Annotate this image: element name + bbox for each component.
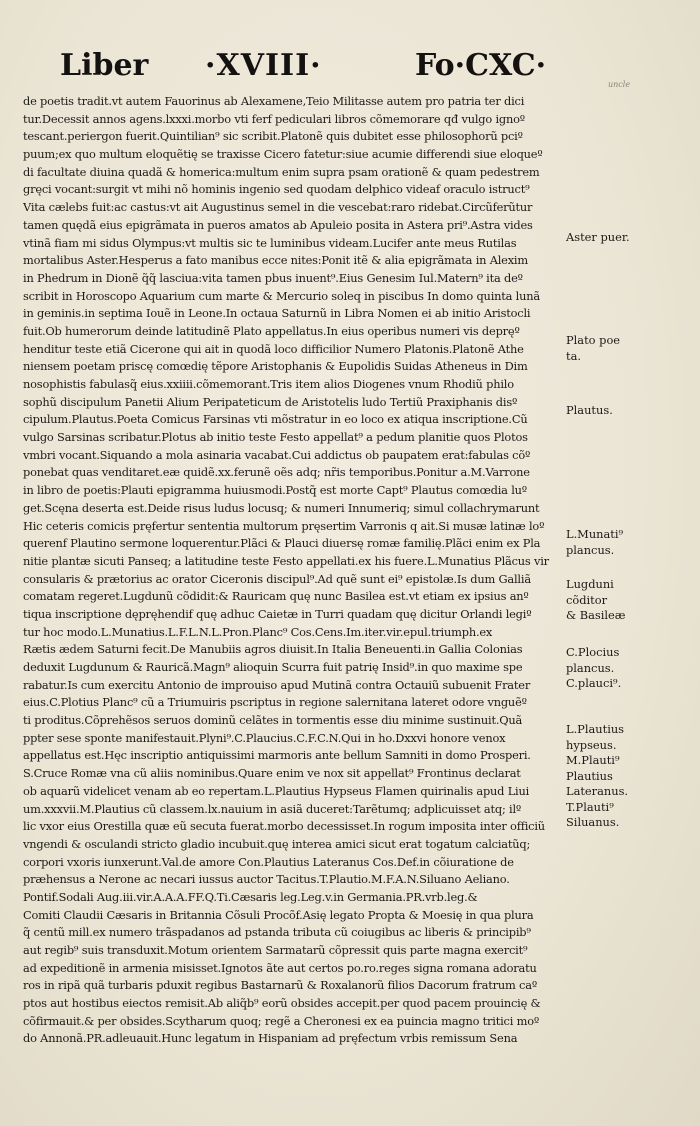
text-line: cõfirmauit.& per obsides.Scytharum quoq; regẽ a Cheronesi ex ea puincia magno tritici moº: [23, 1013, 540, 1028]
text-line: nitie plantæ sicuti Panseq; a latitudine teste Festo appellati.ex his fuere.L.Munatius Plãcus vir: [23, 553, 549, 568]
text-line: appellatus est.Hęc inscriptio antiquissimi marmoris ante bellum Samniti in domo Prosperi.: [23, 748, 531, 763]
gloss-line: hypseus.: [566, 737, 617, 752]
text-line: di facultate diuina quadã & homerica:multum enim supra psam orationẽ & quam pedestrem: [23, 164, 540, 179]
text-line: mortalibus Aster.Hesperus a fato manibus ecce nites:Ponit itẽ & alia epigrãmata in Alexim: [23, 253, 528, 268]
text-line: Hic ceteris comicis pręfertur sententia multorum pręsertim Varronis q ait.Si musæ latinæ loº: [23, 518, 545, 533]
text-line: niensem poetam priscę comœdię tẽpore Aristophanis & Eupolidis Suidas Atheneus in Dim: [23, 359, 528, 374]
text-line: tur.Decessit annos agens.lxxxi.morbo vti ferf pediculari libros cõmemorare qđ vulgo ignoº: [23, 111, 525, 126]
text-line: querenf Plautino sermone loquerentur.Plãci & Plauci diuersę romæ familię.Plãci enim ex Pla: [23, 536, 541, 551]
text-line: scribit in Horoscopo Aquarium cum marte & Mercurio soleq in piscibus In domo quinta lunã: [23, 288, 540, 303]
marginal-gloss-plautus: [566, 403, 696, 419]
gloss-line: Plautus.: [566, 403, 613, 417]
text-line: tamen quędã eius epigrãmata in pueros amatos ab Apuleio posita in Astera pri⁹.Astra vides: [23, 217, 533, 232]
text-line: um.xxxvii.M.Plautius cũ classem.lx.nauium in asiã duceret:Tarẽtumq; adplicuisset atq; ilº: [23, 801, 522, 816]
gloss-line: L.Munati⁹: [566, 527, 624, 541]
header-book-number: ·XVIII·: [205, 48, 322, 83]
text-line: sophũ discipulum Panetii Alium Peripateticum de Aristotelis ludo Tertiũ Praxiphanis disº: [23, 394, 518, 409]
gloss-line: & Basileæ: [566, 608, 626, 622]
text-line: præhensus a Nerone ac necari iussus auctor Tacitus.T.Plautio.M.F.A.N.Siluano Aeliano.: [23, 872, 510, 887]
text-line: cipulum.Plautus.Poeta Comicus Farsinas vti mõstratur in eo loco ex atiqua inscriptione.Cũ: [23, 412, 528, 427]
text-line: ti proditus.Cõprehẽsos seruos dominũ celãtes in tormentis esse diu minime sustinuit.Quã: [23, 713, 523, 728]
text-line: nosophistis fabulasq̃ eius.xxiiii.cõmemorant.Tris item alios Diogenes vnum Rhodiũ philo: [23, 377, 514, 391]
marginal-gloss-plautius: [566, 722, 696, 831]
marginal-gloss-plato-poeta: [566, 333, 696, 364]
text-line: vmbri vocant.Siquando a mola asinaria vacabat.Cui addictus ob paupatem erat:fabulas cõº: [23, 447, 531, 462]
text-line: ptos aut hostibus eiectos remisit.Ab aliq̃b⁹ eorũ obsides accepit.per quod pacem prouincię &: [23, 996, 541, 1011]
gloss-line: L.Plautius: [566, 722, 625, 736]
text-line: ad expeditionẽ in armenia misisset.Ignotos ãte aut certos po.ro.reges signa romana adoratu: [23, 960, 537, 975]
text-line: ponebat quas venditaret.eæ quidẽ.xx.ferunẽ oẽs adq; nr̃is temporibus.Ponitur a.M.Varrone: [23, 465, 530, 480]
marginal-gloss-lugduni: [566, 577, 696, 624]
marginal-gloss-plocius: [566, 645, 696, 692]
text-line: aut regib⁹ suis transduxit.Motum orientem Sarmatarũ cõpressit quis parte magna exercit⁹: [23, 943, 528, 957]
gloss-line: C.plauci⁹.: [566, 676, 622, 690]
text-line: rabatur.Is cum exercitu Antonio de improuiso apud Mutinã contra Octauiũ subuenit Frater: [23, 677, 531, 692]
text-line: lic vxor eius Orestilla quæ eũ secuta fuerat.morbo decessisset.In rogum imposita inter officiũ: [23, 819, 545, 834]
text-line: Vita cælebs fuit:ac castus:vt ait Augustinus semel in die vescebat:raro ridebat.Circũferũtur: [23, 200, 533, 215]
text-line: do Annonã.PR.adleuauit.Hunc legatum in Hispaniam ad pręfectum vrbis remissum Sena: [23, 1031, 518, 1046]
gloss-line: ta.: [566, 348, 581, 363]
text-line: fuit.Ob humerorum deinde latitudinẽ Plato appellatus.In eius operibus numeri vis depręº: [23, 323, 520, 338]
text-line: vngendi & osculandi stricto gladio incubuit.quę interea amici sicut erat togatum calciatũq;: [23, 836, 531, 851]
text-line: q̃ centũ mill.ex numero trãspadanos ad pstanda tributa cũ coiugibus ac liberis & principib⁹: [23, 925, 531, 940]
text-line: tiqua inscriptione dępręhendif quę adhuc Caietæ in Turri quadam quę dicitur Orlandi legiº: [23, 606, 532, 621]
text-line: puum;ex quo multum eloquẽtię se traxisse Cicero fatetur:siue acumie differendi siue eloqueº: [23, 147, 543, 162]
text-line: comatam regeret.Lugdunũ cõdidit:& Rauricam quę nunc Basilea est.vt etiam ex ipsius anº: [23, 589, 529, 604]
text-line: henditur teste etiã Cicerone qui ait in quodã loco difficilior Numero Platonis.Platonẽ Athe: [23, 341, 524, 356]
text-line: de poetis tradit.vt autem Fauorinus ab Alexamene,Teio Militasse autem pro patria ter dici: [23, 94, 525, 108]
gloss-line: Lateranus.: [566, 784, 629, 798]
text-line: ppter sese sponte manifestauit.Plyni⁹.C.Plaucius.C.F.C.N.Qui in ho.Dxxvi honore venox: [23, 730, 506, 745]
gloss-line: Plato poe: [566, 333, 621, 347]
text-line: vtinã fiam mi sidus Olympus:vt multis sic te luminibus videam.Lucifer ante meus Rutilas: [23, 235, 517, 250]
gloss-line: Plautius: [566, 768, 613, 783]
header-book-label: Liber: [60, 48, 149, 83]
gloss-line: plancus.: [566, 542, 615, 557]
gloss-line: Siluanus.: [566, 815, 620, 829]
text-line: in Phedrum in Dionẽ q̃q̃ lasciua:vita tamen pbus inuent⁹.Eius Genesim Iul.Matern⁹ ita deº: [23, 270, 523, 285]
gloss-line: cõditor: [566, 592, 608, 607]
text-line: eius.C.Plotius Planc⁹ cũ a Triumuiris pscriptus in regione salernitana lateret odore vnguẽº: [23, 695, 527, 710]
text-line: deduxit Lugdunum & Rauricã.Magn⁹ alioquin Scurra fuit patrię Insid⁹.in quo maxime spe: [23, 660, 523, 674]
text-line: tescant.periergon fuerit.Quintilian⁹ sic scribit.Platonẽ quis dubitet esse philosophorũ pciº: [23, 129, 523, 144]
text-line: Pontif.Sodali Aug.iii.vir.A.A.A.FF.Q.Ti.Cæsaris leg.Leg.v.in Germania.PR.vrb.leg.&: [23, 889, 478, 904]
text-line: corpori vxoris iunxerunt.Val.de amore Con.Plautius Lateranus Cos.Def.in cõiuratione de: [23, 854, 514, 869]
gloss-line: Aster puer.: [566, 230, 630, 244]
gloss-line: Lugduni: [566, 577, 614, 591]
handwritten-margin-note: uncle: [608, 80, 631, 89]
text-line: tur hoc modo.L.Munatius.L.F.L.N.L.Pron.Planc⁹ Cos.Cens.Im.iter.vir.epul.triumph.ex: [23, 624, 493, 639]
text-line: Comiti Claudii Cæsaris in Britannia Cõsuli Procõf.Asię legato Propta & Moesię in qua plura: [23, 907, 534, 922]
text-line: ob aquarũ videlicet venam ab eo repertam.L.Plautius Hypseus Flamen quirinalis apud Liui: [23, 783, 530, 798]
text-line: Rætis ædem Saturni fecit.De Manubiis agros diuisit.In Italia Beneuenti.in Gallia Colonias: [23, 642, 523, 657]
running-header: [60, 46, 560, 86]
marginal-gloss-munatius: [566, 527, 696, 558]
text-line: gręci vocant:surgit vt mihi nõ hominis ingenio sed quodam delphico videaf oraculo istruct⁹: [23, 182, 530, 197]
gloss-line: T.Plauti⁹: [566, 799, 614, 814]
main-text-block: [23, 93, 558, 1048]
marginal-gloss-aster: [566, 230, 696, 246]
header-folio-number: Fo·CXC·: [415, 48, 547, 83]
text-line: vulgo Sarsinas scribatur.Plotus ab initio teste Festo appellat⁹ a pedum planitie quos Plotos: [23, 430, 528, 445]
text-line: ros in ripã quã turbaris pduxit regibus Bastarnarũ & Roxalanorũ filios Dacorum fratrum caº: [23, 978, 537, 993]
text-line: in libro de poetis:Plauti epigramma huiusmodi.Postq̃ est morte Capt⁹ Plautus comœdia luº: [23, 483, 527, 498]
text-line: in geminis.in septima Iouẽ in Leone.In octaua Saturnũ in Libra Nomen ei ab initio Aristocli: [23, 306, 531, 321]
gloss-line: C.Plocius: [566, 645, 620, 659]
gloss-line: M.Plauti⁹: [566, 753, 620, 767]
text-line: get.Scęna deserta est.Deide risus ludus locusq; & numeri Innumeriq; simul collachrymarunt: [23, 500, 540, 515]
text-line: S.Cruce Romæ vna cũ aliis nominibus.Quare enim ve nox sit appellat⁹ Frontinus declarat: [23, 766, 521, 781]
gloss-line: plancus.: [566, 660, 615, 675]
text-line: consularis & prætorius ac orator Ciceronis discipul⁹.Ad quẽ sunt ei⁹ epistolæ.Is dum Galliã: [23, 571, 531, 586]
